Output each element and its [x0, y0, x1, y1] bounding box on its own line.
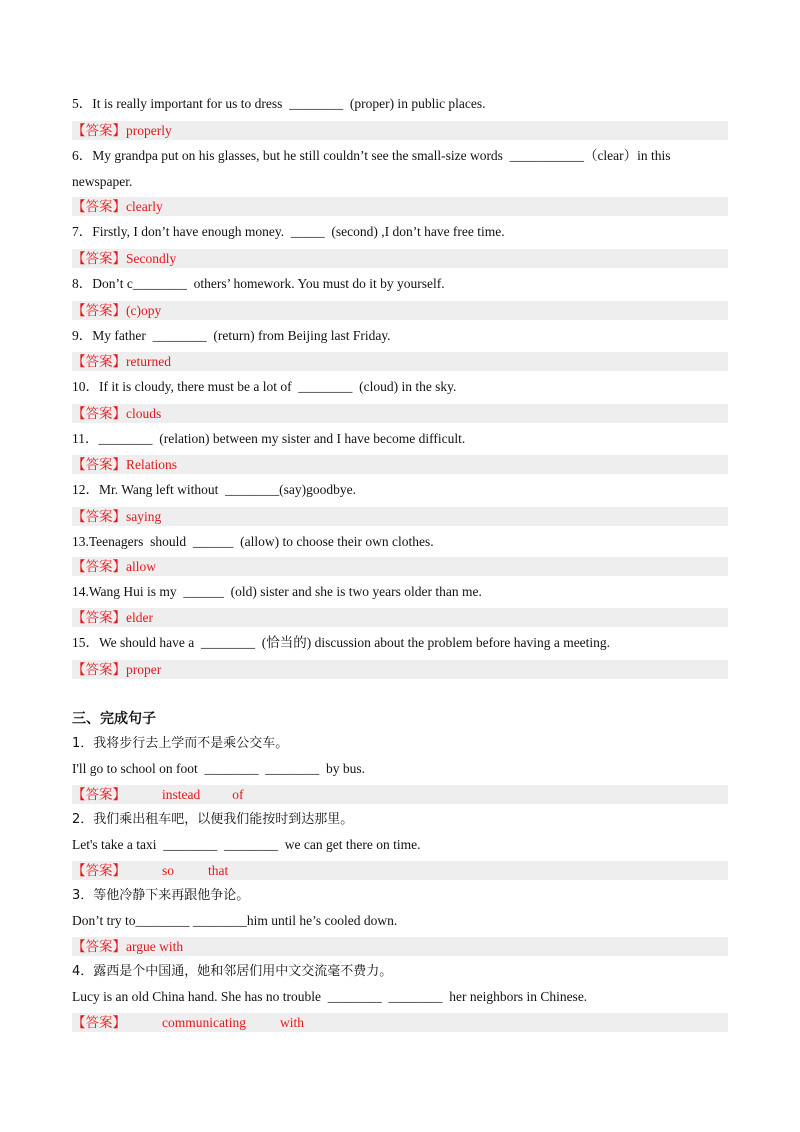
question-8: 8．Don’t c________ others’ homework. You must do it by yourself. — [72, 276, 445, 291]
question-10: 10．If it is cloudy, there must be a lot of ________ (cloud) in the sky. — [72, 379, 457, 394]
answer-text: clouds — [126, 406, 162, 421]
answer-text: returned — [126, 354, 171, 369]
question-9: 9．My father ________ (return) from Beijing last Friday. — [72, 328, 391, 343]
question-5: 5．It is really important for us to dress ________ (proper) in public places. — [72, 96, 486, 111]
answer-label: 【答案】 — [72, 863, 126, 878]
answer-label: 【答案】 — [72, 610, 126, 625]
question-7: 7．Firstly, I don’t have enough money. _____ (second) ,I don’t have free time. — [72, 224, 505, 239]
answer-label: 【答案】 — [72, 406, 126, 421]
answer-label: 【答案】 — [72, 354, 126, 369]
answer-6 — [72, 197, 728, 216]
question-15: 15．We should have a ________ (恰当的) discussion about the problem before having a meeting. — [72, 635, 611, 650]
s3-item-4-english: Lucy is an old China hand. She has no trouble ________ ________ her neighbors in Chinese. — [72, 989, 588, 1004]
answer-text-2: of — [232, 787, 244, 802]
answer-label: 【答案】 — [72, 559, 126, 574]
answer-9 — [72, 352, 728, 371]
s3-item-4-chinese: 4．露西是个中国通，她和邻居们用中文交流毫不费力。 — [72, 964, 393, 979]
s3-item-1-english: I'll go to school on foot ________ ________ by bus. — [72, 761, 366, 776]
answer-label: 【答案】 — [72, 662, 126, 677]
answer-label: 【答案】 — [72, 303, 126, 318]
answer-15 — [72, 660, 728, 679]
answer-text: Secondly — [126, 251, 177, 266]
s3-item-2-english: Let's take a taxi ________ ________ we can get there on time. — [72, 837, 421, 852]
s3-answer-2 — [72, 861, 728, 880]
answer-label: 【答案】 — [72, 939, 126, 954]
answer-text-1: instead — [162, 787, 201, 802]
question-11: 11．________ (relation) between my sister and I have become difficult. — [72, 431, 466, 446]
question-14: 14.Wang Hui is my ______ (old) sister and she is two years older than me. — [72, 584, 482, 599]
answer-text: clearly — [126, 199, 163, 214]
answer-text: Relations — [126, 457, 177, 472]
answer-label: 【答案】 — [72, 251, 126, 266]
answer-label: 【答案】 — [72, 199, 126, 214]
question-13: 13.Teenagers should ______ (allow) to choose their own clothes. — [72, 534, 434, 549]
s3-answer-3 — [72, 937, 728, 956]
answer-text-1: argue with — [126, 939, 184, 954]
answer-8 — [72, 301, 728, 320]
answer-text: proper — [126, 662, 162, 677]
s3-item-1-chinese: 1．我将步行去上学而不是乘公交车。 — [72, 736, 289, 751]
s3-item-3-english: Don’t try to________ ________him until he’s cooled down. — [72, 913, 398, 928]
answer-12 — [72, 507, 728, 526]
section-title: 三、完成句子 — [72, 711, 156, 727]
answer-label: 【答案】 — [72, 1015, 126, 1030]
answer-10 — [72, 404, 728, 423]
answer-14 — [72, 608, 728, 627]
answer-11 — [72, 455, 728, 474]
question-6: 6．My grandpa put on his glasses, but he still couldn’t see the small-size words ___________（clear）in this — [72, 148, 671, 163]
s3-answer-4 — [72, 1013, 728, 1032]
s3-item-2-chinese: 2．我们乘出租车吧，以便我们能按时到达那里。 — [72, 812, 354, 827]
answer-5 — [72, 121, 728, 140]
question-6-continued: newspaper. — [72, 174, 133, 189]
answer-text-2: with — [279, 1015, 304, 1030]
answer-text: properly — [126, 123, 172, 138]
answer-label: 【答案】 — [72, 457, 126, 472]
s3-answer-1 — [72, 785, 728, 804]
answer-text: (c)opy — [126, 303, 162, 318]
answer-text: saying — [126, 509, 162, 524]
answer-text-1: communicating — [162, 1015, 246, 1030]
answer-text: allow — [126, 559, 156, 574]
question-12: 12．Mr. Wang left without ________(say)goodbye. — [72, 482, 357, 497]
answer-label: 【答案】 — [72, 787, 126, 802]
answer-text: elder — [126, 610, 153, 625]
answer-7 — [72, 249, 728, 268]
answer-label: 【答案】 — [72, 509, 126, 524]
answer-13 — [72, 557, 728, 576]
answer-text-1: so — [162, 863, 175, 878]
answer-text-2: that — [208, 863, 229, 878]
answer-label: 【答案】 — [72, 123, 126, 138]
s3-item-3-chinese: 3．等他冷静下来再跟他争论。 — [72, 888, 250, 903]
